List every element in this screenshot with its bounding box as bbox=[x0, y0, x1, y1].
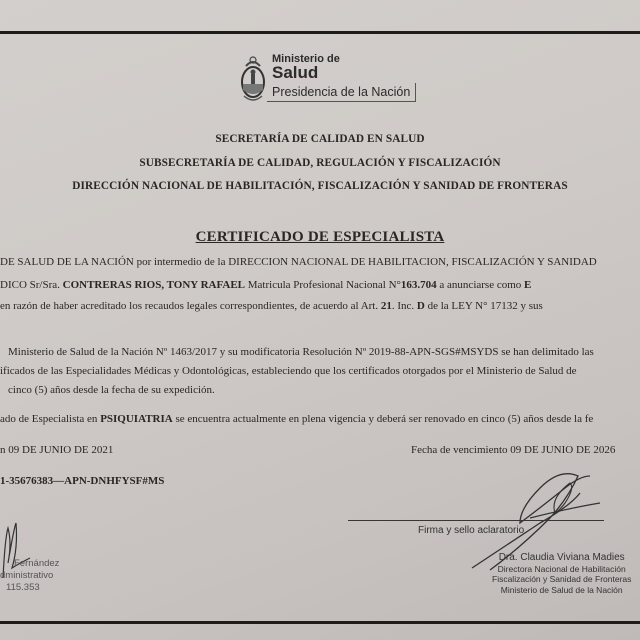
header-direccion: DIRECCIÓN NACIONAL DE HABILITACIÓN, FISCALIZACIÓN Y SANIDAD DE FRONTERAS bbox=[72, 180, 568, 192]
law-text: de la LEY N° 17132 y sus bbox=[424, 300, 543, 312]
paragraph2-line3: cinco (5) años desde la fecha de su expedición. bbox=[8, 384, 215, 396]
logo-line-salud: Salud bbox=[272, 63, 319, 82]
matricula-number: 163.704 bbox=[400, 279, 437, 291]
professional-name: CONTRERAS RIOS, TONY RAFAEL bbox=[62, 279, 245, 291]
signature-line bbox=[348, 520, 604, 521]
specialty-name: PSIQUIATRIA bbox=[100, 413, 173, 425]
paragraph1-line3 bbox=[0, 300, 543, 312]
issue-date: n 09 DE JUNIO DE 2021 bbox=[0, 444, 114, 456]
ministry-logo bbox=[240, 50, 411, 110]
left-stamp-name: Fernández bbox=[14, 558, 60, 569]
paragraph1-line2 bbox=[0, 279, 531, 291]
director-role-3: Ministerio de Salud de la Nación bbox=[500, 584, 623, 595]
header-secretaria: SECRETARÍA DE CALIDAD EN SALUD bbox=[215, 133, 425, 145]
certificate-title: CERTIFICADO DE ESPECIALISTA bbox=[195, 229, 445, 245]
reference-number: 1-35676383—APN-DNHFYSF#MS bbox=[0, 475, 165, 487]
director-stamp bbox=[492, 553, 631, 595]
expiry-date: Fecha de vencimiento 09 DE JUNIO DE 2026 bbox=[411, 444, 616, 456]
logo-line-ministerio: Ministerio de bbox=[272, 53, 340, 65]
trailing-text: E bbox=[524, 279, 532, 291]
top-border-line bbox=[0, 31, 640, 34]
logo-line-presidencia: Presidencia de la Nación bbox=[267, 83, 416, 102]
article-number: 21 bbox=[380, 300, 392, 312]
paragraph2-line2: ificados de las Especialidades Médicas y Odontológicas, estableciendo que los certificados otorgados por el Ministerio de Salud de bbox=[0, 365, 577, 377]
matricula-label: Matricula Profesional Nacional N° bbox=[245, 279, 401, 291]
director-role-1: Directora Nacional de Habilitación bbox=[497, 563, 626, 574]
header-subsecretaria: SUBSECRETARÍA DE CALIDAD, REGULACIÓN Y FISCALIZACIÓN bbox=[139, 157, 501, 169]
specialist-text: ado de Especialista en bbox=[0, 413, 101, 425]
director-role-2: Fiscalización y Sanidad de Fronteras bbox=[492, 574, 632, 584]
left-stamp-number: 115.353 bbox=[6, 582, 40, 593]
paragraph2-line1: Ministerio de Salud de la Nación Nº 1463/2017 y su modificatoria Resolución Nº 2019-88-APN-SGS#MSYDS se han delimitado las bbox=[8, 346, 594, 358]
left-stamp bbox=[0, 558, 59, 594]
legal-text: en razón de haber acreditado los recaudos legales correspondientes, de acuerdo al Art. bbox=[0, 300, 381, 312]
argentina-coat-of-arms-icon bbox=[240, 52, 266, 108]
salutation-text: DICO Sr/Sra. bbox=[0, 279, 63, 291]
signature-label: Firma y sello aclaratorio bbox=[418, 525, 525, 536]
paragraph3-line1 bbox=[0, 413, 593, 425]
inc-letter: D bbox=[416, 300, 425, 312]
anunciarse-text: a anunciarse como bbox=[436, 279, 525, 291]
validity-text: se encuentra actualmente en plena vigencia y deberá ser renovado en cinco (5) años desde la fe bbox=[172, 413, 594, 425]
director-name: Dra. Claudia Viviana Madies bbox=[498, 552, 625, 563]
inc-label: . Inc. bbox=[391, 300, 417, 312]
paragraph1-line1: DE SALUD DE LA NACIÓN por intermedio de la DIRECCION NACIONAL DE HABILITACION, FISCALIZACIÓN Y SANIDAD bbox=[0, 256, 597, 268]
bottom-border-line bbox=[0, 621, 640, 624]
left-stamp-role: dministrativo bbox=[0, 570, 54, 581]
